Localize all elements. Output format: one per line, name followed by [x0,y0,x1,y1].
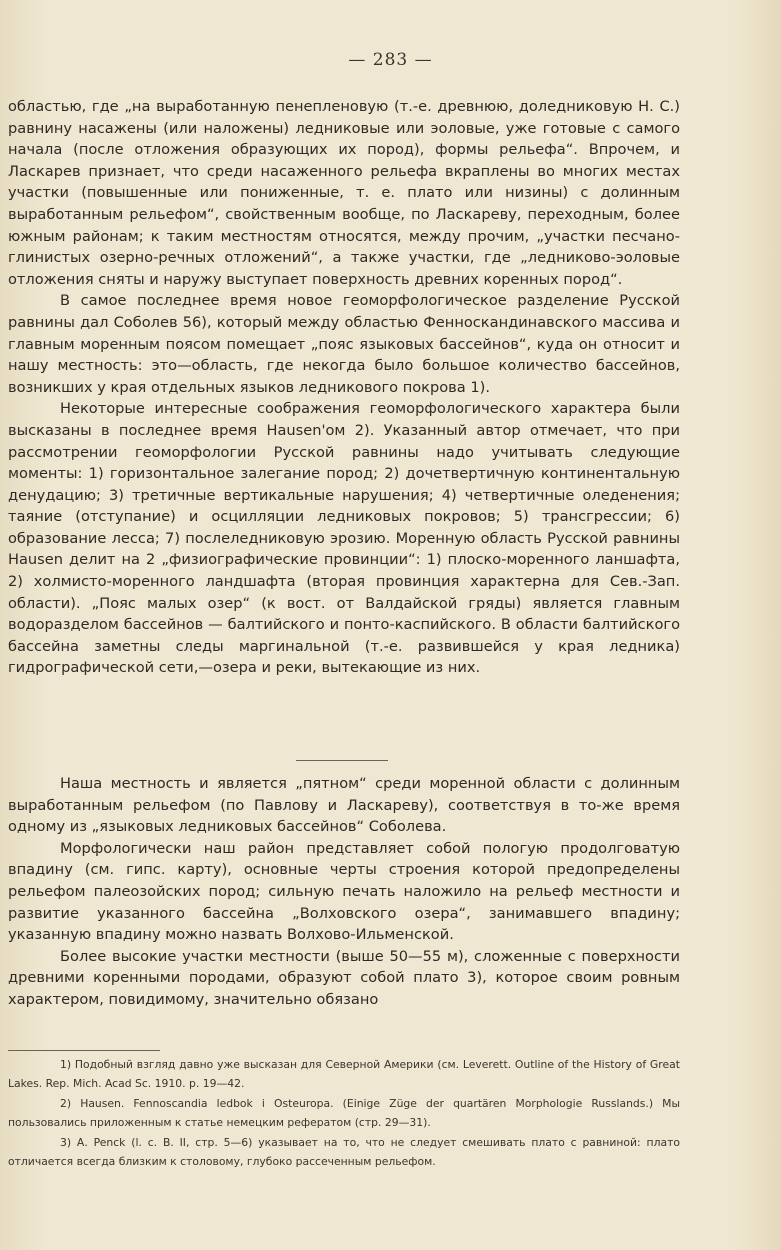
paragraph-3: Некоторые интересные соображения геоморфологического характера были высказаны в последнее время Hausen'ом 2). Указанный автор отмечает, что при рассмотрении геоморфологии Русской равнины надо учитывать следующие моменты: 1) горизонтальное залегание пород; 2) дочетвертичную континентальную денудацию; 3) третичные вертикальные нарушения; 4) четвертичные оледенения; таяние (отступание) и осцилляции ледниковых покровов; 5) трансгрессии; 6) образование лесса; 7) послеледниковую эрозию. Моренную область Русской равнины Hausen делит на 2 „физиографические провинции“: 1) плоско-моренного ланшафта, 2) холмисто-моренного ландшафта (вторая провинция характерна для Сев.-Зап. области). „Пояс малых озер“ (к вост. от Валдайской гряды) является главным водоразделом бассейнов — балтийского и понто-каспийского. В области балтийского бассейна заметны следы маргинальной (т.-е. развившейся у края ледника) гидрографической сети,—озера и реки, вытекающие из них. [8,400,680,677]
footnote-1: 1) Подобный взгляд давно уже высказан для Северной Америки (см. Leverett. Outline of the History of Great Lakes. Rep. Mich. Acad Sc. 1910. p. 19—42. [8,1058,680,1091]
text-block-lower [8,773,680,1011]
paragraph-5: Морфологически наш район представляет собой пологую продолговатую впадину (см. гипс. карту), основные черты строения которой предопределены рельефом палеозойских пород; сильную печать наложило на рельеф местности и развитие указанного бассейна „Волховского озера“, занимавшего впадину; указанную впадину можно назвать Волхово-Ильменской. [8,839,680,944]
section-separator [296,760,388,761]
paragraph-1: областью, где „на выработанную пенепленовую (т.-е. древнюю, доледниковую Н. С.) равнину насажены (или наложены) ледниковые или эоловые, уже готовые с самого начала (после отложения образующих их пород), формы рельефа“. Впрочем, и Ласкарев признает, что среди насаженного рельефа вкраплены во многих местах участки (повышенные или пониженные, т. е. плато или низины) с долинным выработанным рельефом“, свойственным вообще, по Ласкареву, переходным, более южным районам; к таким местностям относятся, между прочим, „участки песчано-глинистых озерно-речных отложений“, а также участки, где „ледниково-эоловые отложения сняты и наружу выступает поверхность древних коренных пород“. [8,98,680,288]
paragraph-4: Наша местность и является „пятном“ среди моренной области с долинным выработанным рельефом (по Павлову и Ласкареву), соответствуя в то-же время одному из „языковых ледниковых бассейнов“ Соболева. [8,775,680,836]
footnote-3: 3) А. Penck (l. c. B. II, стр. 5—6) указывает на то, что не следует смешивать плато с равниной: плато отличается всегда близким к столовому, глубоко рассеченным рельефом. [8,1135,680,1169]
text-block-upper [8,96,680,679]
page-number: — 283 — [348,50,433,70]
footnote-rule [8,1050,160,1051]
footnote-2: 2) Hausen. Fennoscandia ledbok i Osteuropa. (Einige Züge der quartären Morphologie Russlands.) Мы пользовались приложенным к статье немецким рефератом (стр. 29—31). [8,1096,680,1130]
footnotes [8,1055,680,1171]
paragraph-6: Более высокие участки местности (выше 50—55 м), сложенные с поверхности древними коренными породами, образуют собой плато 3), которое своим ровным характером, повидимому, значительно обязано [8,947,680,1008]
paragraph-2: В самое последнее время новое геоморфологическое разделение Русской равнины дал Соболев 56), который между областью Фенноскандинавского массива и главным моренным поясом помещает „пояс языковых бассейнов“, куда он относит и нашу местность: это—область, где некогда было большое количество бассейнов, возникших у края отдельных языков ледникового покрова 1). [8,292,680,396]
